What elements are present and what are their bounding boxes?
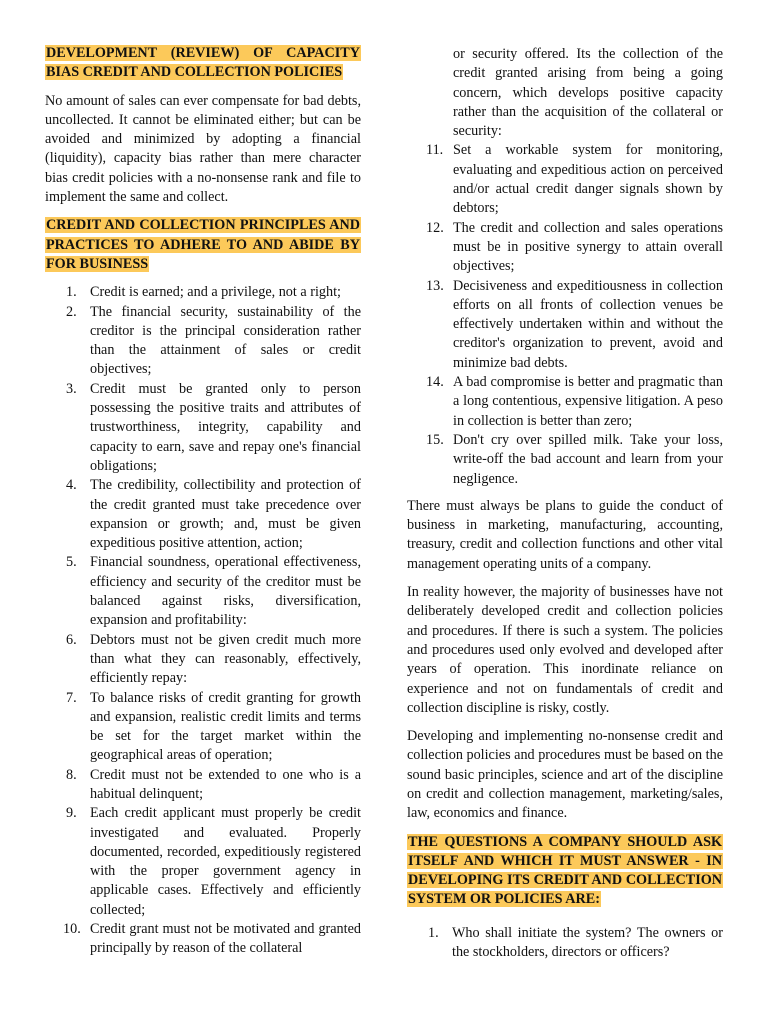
list-item-continuation: or security offered. Its the collection of the credit granted arising from being a going concern, which develops positive capacity rather than the acquisition of the collateral or security: — [453, 46, 723, 140]
list-item: 10. Credit grant must not be motivated and granted principally by reason of the collateral — [63, 921, 361, 957]
list-item: 1. Credit is earned; and a privilege, not a right; — [66, 284, 341, 301]
list-item: 7. To balance risks of credit granting for growth and expansion, realistic credit limits and terms be set for the target market within the geographical areas of operation; — [66, 689, 361, 764]
list-item: 8. Credit must not be extended to one who is a habitual delinquent; — [66, 766, 361, 802]
left-column — [45, 44, 361, 967]
questions-list — [407, 924, 723, 963]
section-heading-questions: THE QUESTIONS A COMPANY SHOULD ASK ITSELF AND WHICH IT MUST ANSWER - IN DEVELOPING ITS CREDIT AND COLLECTION SYSTEM OR POLICIES ARE: — [408, 833, 722, 908]
list-item: 9. Each credit applicant must properly be credit investigated and evaluated. Properly documented, recorded, expeditiously registered with the proper government agency in applicable cases. Effectively and efficiently collected; — [66, 805, 361, 918]
list-item: 5. Financial soundness, operational effectiveness, efficiency and security of the creditor must be balanced against risks, diversification, expansion and profitability: — [66, 554, 361, 629]
implementation-paragraph: Developing and implementing no-nonsense credit and collection policies and procedures must be based on the sound basic principles, science and art of the discipline on credit and collection management, marketing/sales, law, economics and finance. — [407, 728, 723, 822]
list-item: 4. The credibility, collectibility and protection of the credit granted must take precedence over expansion or growth; and, must be given expeditious positive attention, action; — [66, 477, 361, 552]
list-item: 2. The financial security, sustainability of the creditor is the principal consideration rather than the attainment of sales or credit objectives; — [66, 303, 361, 378]
principles-list-continued — [407, 141, 723, 488]
list-item: 6. Debtors must not be given credit much more than what they can reasonably, effectively, efficiently repay: — [66, 631, 361, 687]
list-item: 14. A bad compromise is better and pragmatic than a long contentious, expensive litigation. A peso in collection is better than zero; — [426, 374, 723, 429]
list-item: 1. Who shall initiate the system? The owners or the stockholders, directors or officers? — [428, 924, 723, 961]
intro-paragraph: No amount of sales can ever compensate for bad debts, uncollected. It cannot be eliminated either; but can be avoided and minimized by adopting a financial (liquidity), capacity bias rather than mere character bias credit policies with a no-nonsense rank and file to implement the same and collect. — [45, 92, 361, 206]
reality-paragraph: In reality however, the majority of businesses have not deliberately developed credit and collection policies and procedures. If there is such a system. The policies and procedures used only evolved and developed after years of operation. This inordinate reliance on experience and not on fundamentals of credit and collection discipline is risky, costly. — [407, 584, 723, 716]
planning-paragraph: There must always be plans to guide the conduct of business in marketing, manufacturing, accounting, treasury, credit and collection functions and other vital management operating units of a company. — [407, 497, 723, 572]
section-heading-capacity-bias: DEVELOPMENT (REVIEW) OF CAPACITY BIAS CREDIT AND COLLECTION POLICIES — [46, 45, 360, 81]
list-item: 13. Decisiveness and expeditiousness in collection efforts on all fronts of collection venues be effectively undertaken within and without the creditor's organization to prevent, avoid and minimize bad debts. — [426, 277, 723, 371]
list-item: 12. The credit and collection and sales operations must be in positive synergy to attain overall objectives; — [426, 219, 723, 275]
right-column — [407, 45, 723, 970]
list-item: 15. Don't cry over spilled milk. Take your loss, write-off the bad account and learn from your negligence. — [426, 431, 723, 487]
list-item: 3. Credit must be granted only to person possessing the positive traits and attributes of trustworthiness, integrity, capability and capacity to earn, save and repay one's financial obligations; — [66, 380, 361, 474]
principles-list — [45, 283, 361, 958]
list-item: 11. Set a workable system for monitoring, evaluating and expeditious action on perceived and/or actual credit danger signals shown by debtors; — [426, 142, 723, 217]
section-heading-principles: CREDIT AND COLLECTION PRINCIPLES AND PRACTICES TO ADHERE TO AND ABIDE BY FOR BUSINESS — [46, 217, 360, 272]
